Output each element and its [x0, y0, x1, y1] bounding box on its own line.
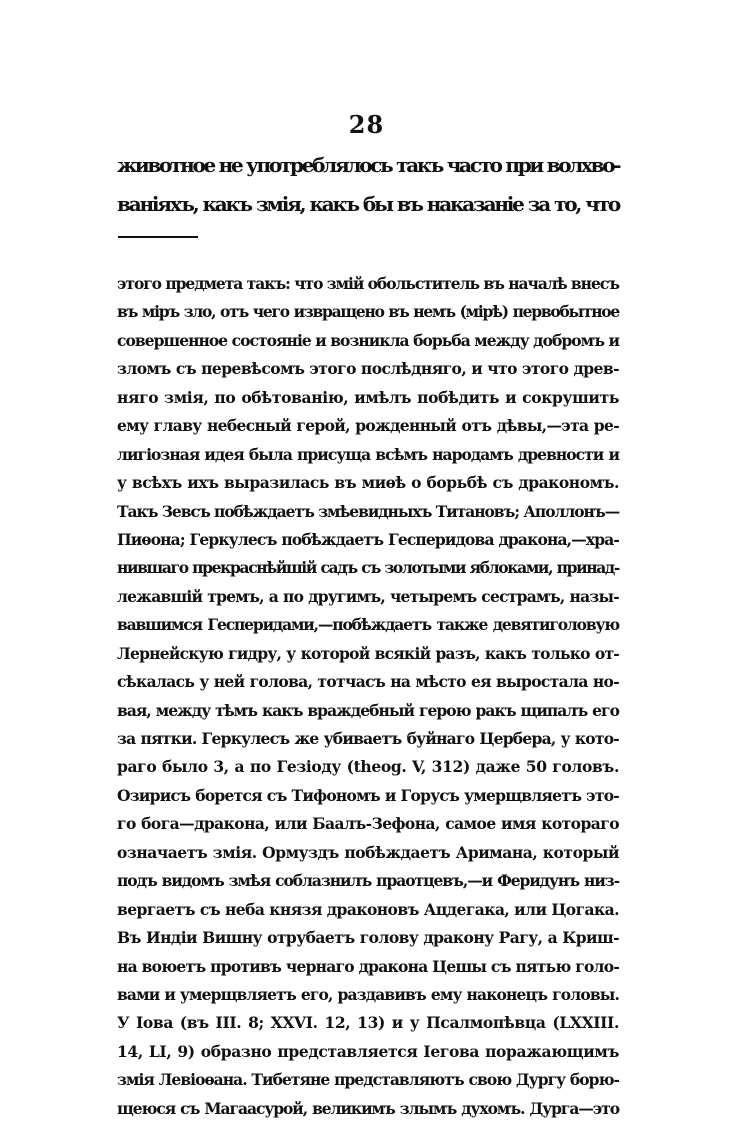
footnote-line: вавшимся Гесперидами,—побѣждаетъ также девятиголовую — [117, 615, 619, 635]
main-text — [117, 146, 619, 224]
footnote-line: въ міръ зло, отъ чего извращено въ немъ (мірѣ) первобытное — [117, 302, 619, 322]
footnote-line: означаетъ змія. Ормуздъ побѣждаетъ Аримана, который — [117, 842, 619, 862]
footnote-line: Въ Индіи Вишну отрубаетъ голову дракону Рагу, а Криш- — [117, 928, 619, 948]
main-text-line: ваніяхъ, какъ змія, какъ бы въ наказаніе за то, что — [117, 192, 619, 216]
footnote-line: на воюетъ противъ чернаго дракона Цешы съ пятью голо- — [117, 956, 619, 976]
footnote-line: змія Левіоѳана. Тибетяне представляютъ свою Дургу борю- — [117, 1070, 619, 1090]
main-text-line: животное не употреблялось такъ часто при волхво- — [117, 153, 620, 177]
footnote-line: совершенное состояніе и возникла борьба между добромъ и — [117, 330, 620, 350]
footnote-line: этого предмета такъ: что змій обольститель въ началѣ внесъ — [117, 274, 619, 293]
footnote-line: зломъ съ перевѣсомъ этого послѣдняго, и что этого древ- — [117, 359, 619, 379]
footnote-line: вергаетъ съ неба князя драконовъ Ацдегака, или Цогака. — [117, 899, 619, 919]
footnote-line: у всѣхъ ихъ выразилась въ миѳѣ о борьбѣ съ дракономъ. — [117, 473, 619, 493]
footnote-line: вами и умерщвляетъ его, раздавивъ ему наконецъ головы. — [117, 984, 619, 1004]
footnote-line: го бога—дракона, или Баалъ-Зефона, самое имя котораго — [117, 814, 619, 834]
footnote-line: У Іова (въ III. 8; XXVI. 12, 13) и у Псалмопѣвца (LXXIII. — [117, 1013, 619, 1033]
footnote-line: лежавшій тремъ, а по другимъ, четыремъ сестрамъ, назы- — [117, 586, 619, 606]
footnote-line: сѣкалась у ней голова, тотчасъ на мѣсто ея выростала но- — [117, 672, 619, 692]
footnote-line: Озирисъ борется съ Тифономъ и Горусъ умерщвляетъ это- — [117, 785, 619, 805]
footnote-line: лигіозная идея была присуща всѣмъ народамъ древности и — [117, 444, 619, 464]
page-number: 28 — [348, 110, 385, 139]
footnote-line: нившаго прекраснѣйшій садъ съ золотыми яблоками, принад- — [117, 558, 619, 578]
footnote-line: подъ видомъ змѣя соблазнилъ праотцевъ,—и Феридунъ низ- — [117, 871, 619, 891]
footnote-line: Такъ Зевсъ побѣждаетъ змѣевидныхъ Титановъ; Аполлонъ— — [117, 501, 620, 521]
footnote-line: Пиѳона; Геркулесъ побѣждаетъ Гесперидова дракона,—хра- — [117, 529, 619, 549]
footnote-line: за пятки. Геркулесъ же убиваетъ буйнаго Цербера, у кото- — [117, 729, 619, 748]
footnote-line: няго змія, по обѣтованію, имѣлъ побѣдить и сокрушить — [117, 387, 619, 407]
footnote-separator — [118, 236, 198, 238]
footnote-line: 14, LI, 9) образно представляется Іегова поражающимъ — [117, 1041, 619, 1061]
footnote-line: вая, между тѣмъ какъ враждебный герою ракъ щипалъ его — [117, 700, 619, 720]
footnote-line: раго было 3, а по Гезіоду (theog. V, 312) даже 50 головъ. — [117, 757, 619, 777]
footnote-line: Лернейскую гидру, у которой всякій разъ, какъ только от- — [117, 643, 619, 663]
footnote — [117, 270, 619, 1123]
footnote-line: щеюся съ Магаасурой, великимъ злымъ духомъ. Дурга—это — [117, 1098, 619, 1118]
footnote-line: ему главу небесный герой, рожденный отъ дѣвы,—эта ре- — [117, 416, 619, 436]
